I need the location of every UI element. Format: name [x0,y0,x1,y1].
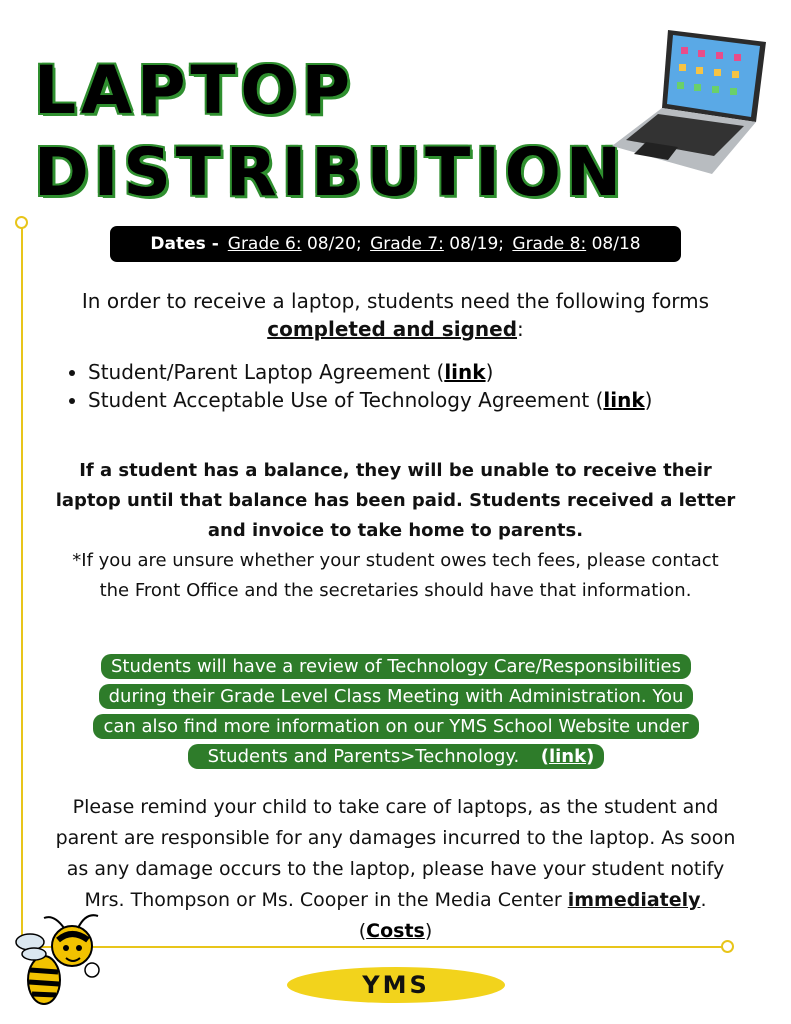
green-line-4-text: Students and Parents>Technology. [198,744,530,769]
grade6-date: 08/20; [306,234,362,254]
laptop-icon [606,22,770,178]
intro-text: In order to receive a laptop, students need the following forms [81,289,710,313]
grade8-date: 08/18 [591,234,641,254]
green-line-1: Students will have a review of Technology Care/Responsibilities [101,654,691,679]
reminder-close: ) [424,920,433,942]
form-name: Student/Parent Laptop Agreement ( [88,360,445,384]
green-line-3: can also find more information on our YMS School Website under [93,714,698,739]
website-link[interactable]: link [548,746,587,767]
grade7-date: 08/19; [449,234,504,254]
dates-banner [110,226,681,262]
grade8-label: Grade 8: [512,234,587,254]
list-item [88,358,768,386]
dates-label: Dates - [150,234,219,254]
bee-mascot-icon [14,910,106,1010]
green-link-open: ( [540,746,549,767]
frame-dot-top [15,216,28,229]
intro-paragraph [50,287,741,343]
grade6-label: Grade 6: [227,234,302,254]
list-item [88,386,768,414]
green-info-box [52,652,740,772]
form-link[interactable]: link [444,360,486,384]
fees-note: *If you are unsure whether your student owes tech fees, please contact the Front Office and the secretaries should have that information. [72,550,719,601]
form-close: ) [644,388,653,412]
intro-emphasis: completed and signed [267,317,518,341]
frame-left-line [21,224,23,948]
reminder-emphasis: immediately [567,889,701,911]
green-link-close: ) [586,746,595,767]
intro-colon: : [517,317,524,341]
title-line-2: DISTRIBUTION [34,134,627,211]
title-line-1: LAPTOP [34,52,356,129]
reminder-text: Please remind your child to take care of laptops, as the student and parent are responsible for any damages incurred to the laptop. As soon as any damage occurs to the laptop, please have your student notify Mrs. Thompson or Ms. Cooper in the Media Center [55,796,736,911]
forms-list [60,358,768,414]
yms-badge: YMS [287,967,505,1003]
form-link[interactable]: link [603,388,645,412]
balance-note: If a student has a balance, they will be unable to receive their laptop until that balance has been paid. Students received a letter and invoice to take home to parents. [55,460,736,541]
costs-link[interactable]: Costs [366,920,425,942]
green-line-4 [188,744,605,769]
reminder-after: . ( [358,889,707,942]
form-close: ) [485,360,494,384]
green-line-2: during their Grade Level Class Meeting with Administration. You [99,684,694,709]
reminder-paragraph [45,792,746,947]
grade7-label: Grade 7: [370,234,444,254]
form-name: Student Acceptable Use of Technology Agreement ( [88,388,604,412]
